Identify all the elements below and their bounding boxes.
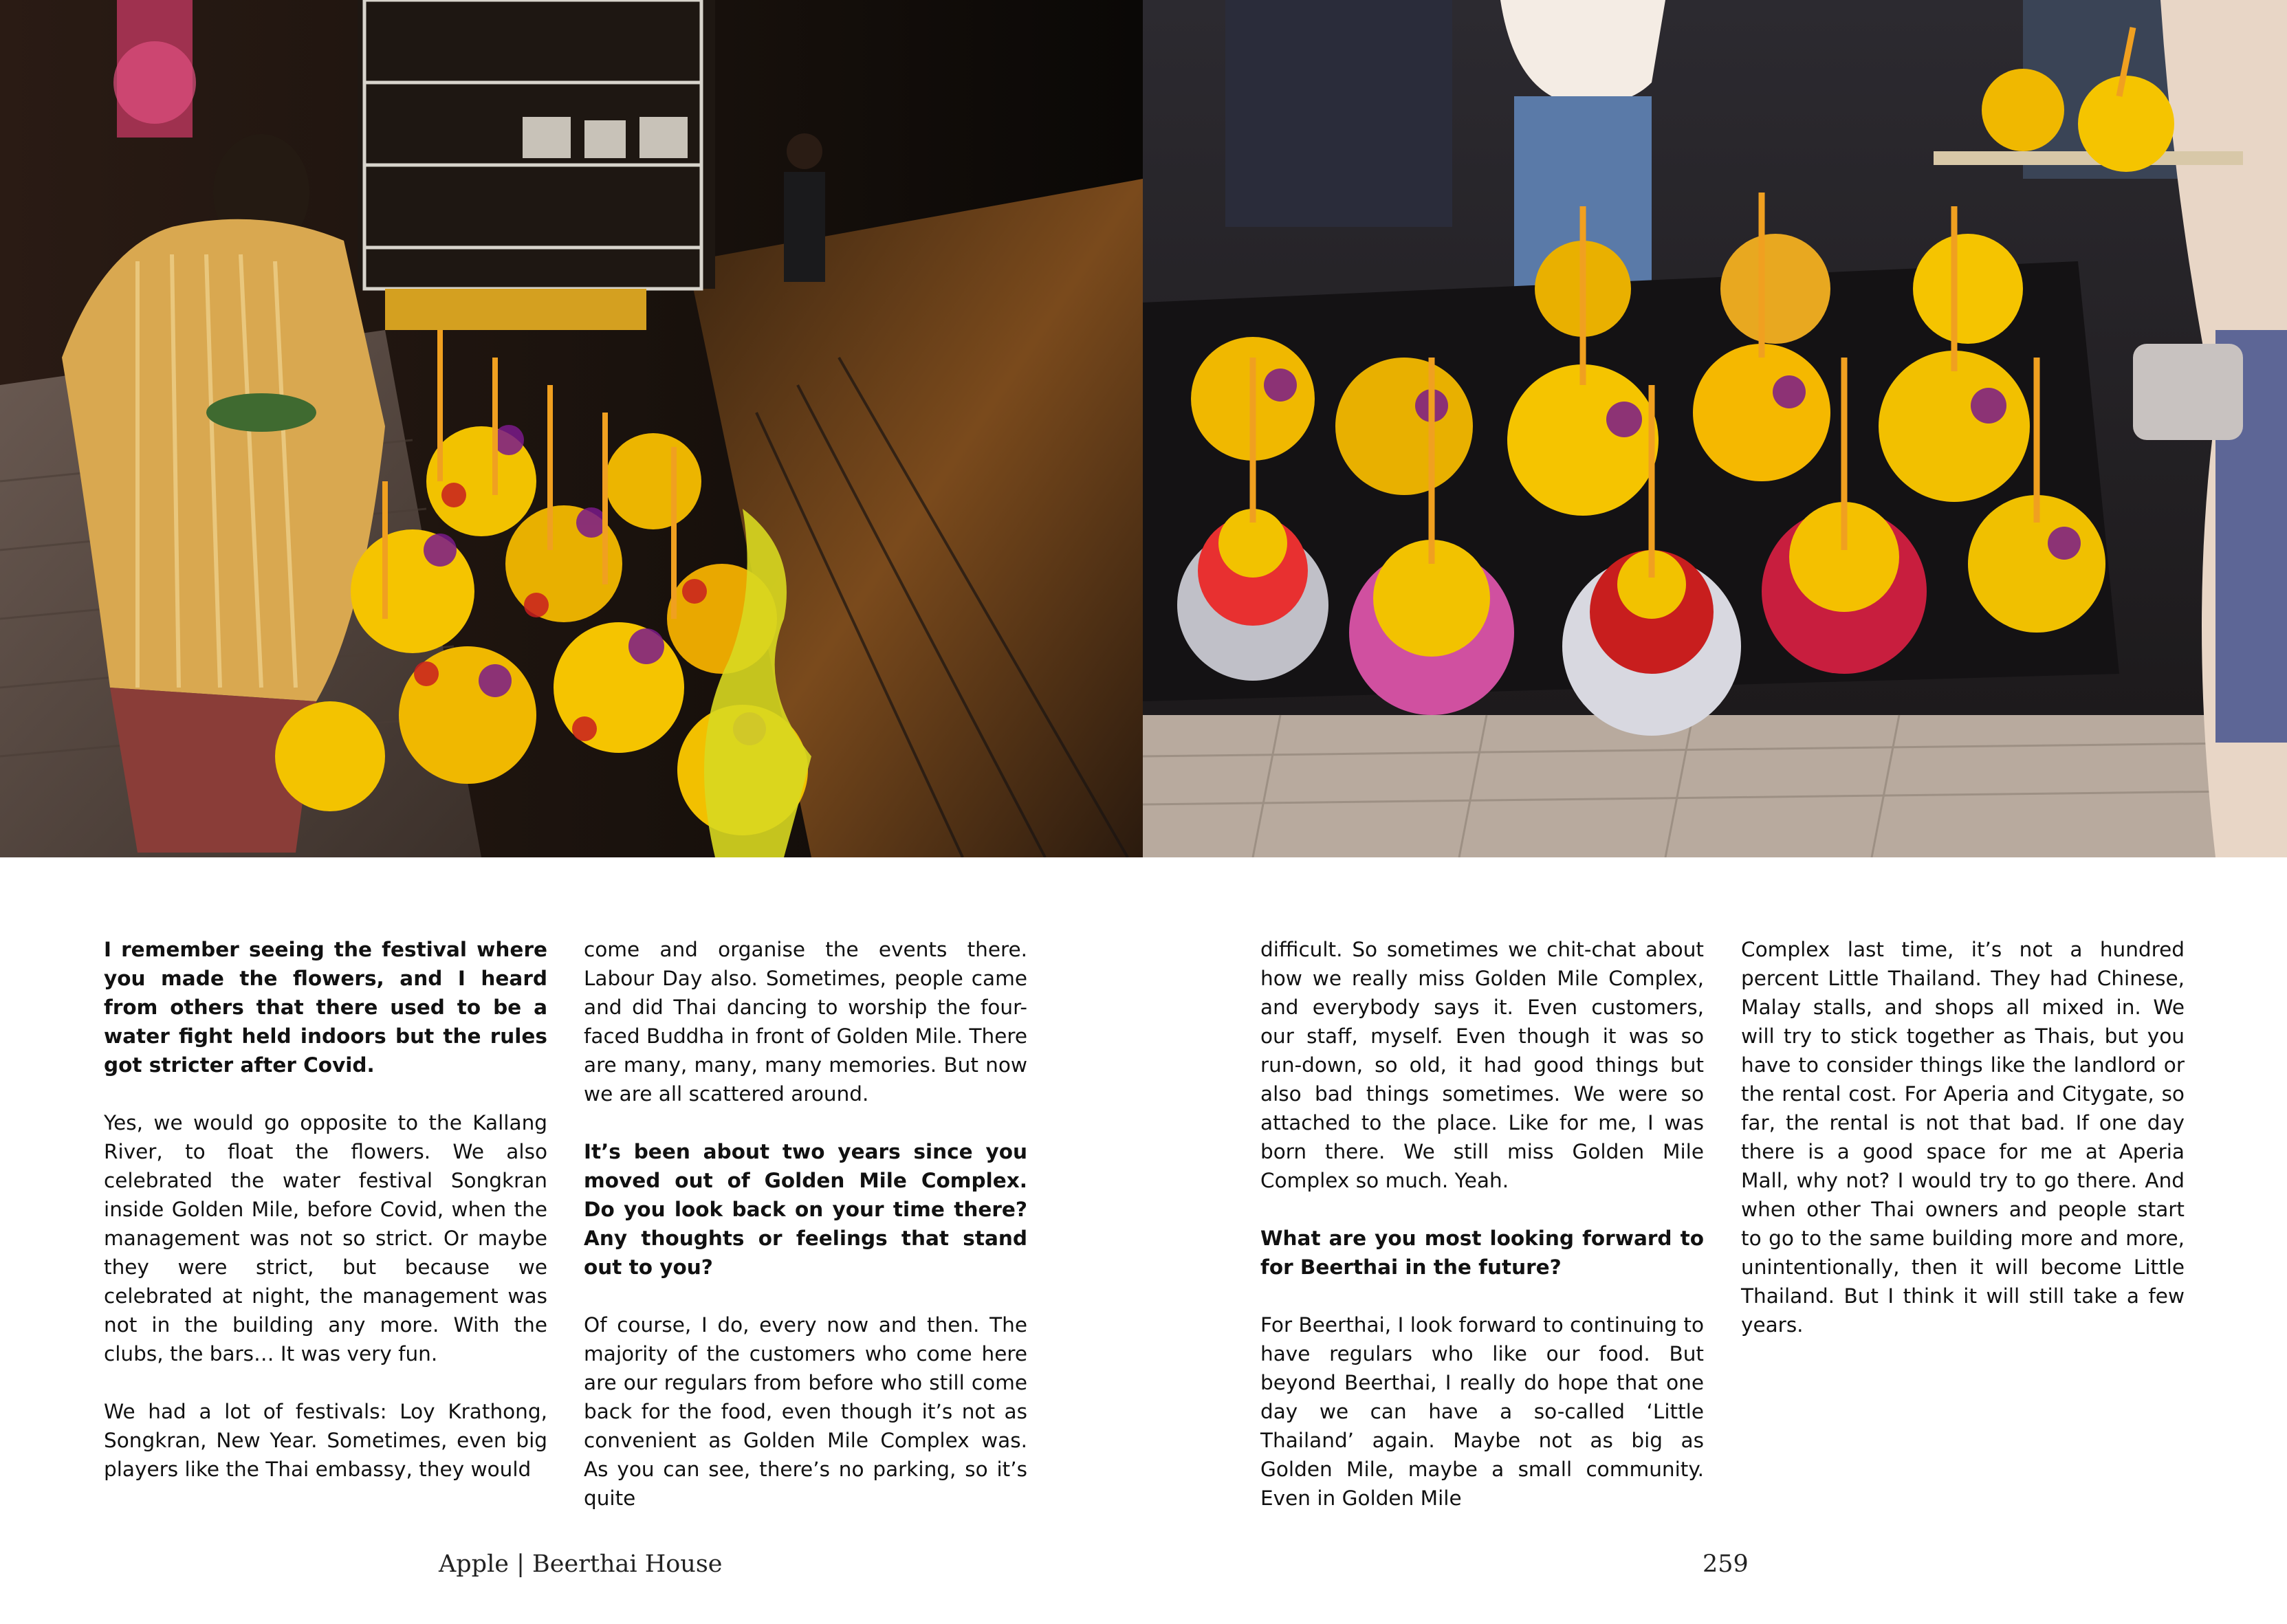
photo-right-krathong-table: [1143, 0, 2287, 857]
text-column-3: [1260, 935, 1704, 1541]
photo-left-krathong-stall: [0, 0, 1143, 857]
interview-answer: We had a lot of festivals: Loy Krathong, Songkran, New Year. Sometimes, even big players like the Thai embassy, they would: [104, 1400, 547, 1481]
photo-right-illustration: [1143, 0, 2287, 857]
text-column-4: [1741, 935, 2185, 1368]
interview-question: What are you most looking forward to for Beerthai in the future?: [1260, 1227, 1704, 1279]
interview-answer: Complex last time, it’s not a hundred percent Little Thailand. They had Chinese, Malay stalls, and shops all mixed in. We will try to stick together as Thais, but you have to consider things like the landlord or the rental cost. For Aperia and Citygate, so far, the rental is not that bad. If one day there is a good space for me at Aperia Mall, why not? I would try to go there. And when other Thai owners and people start to go to the same building more and more, unintentionally, then it will become Little Thailand. But I think it will still take a few years.: [1741, 938, 2185, 1337]
text-column-1: [104, 935, 547, 1513]
text-column-2: [584, 935, 1027, 1541]
interview-question: I remember seeing the festival where you made the flowers, and I heard from others that there used to be a water fight held indoors but the rules got stricter after Covid.: [104, 938, 547, 1077]
interview-answer: difficult. So sometimes we chit-chat about how we really miss Golden Mile Complex, and everybody says it. Even customers, our staff, myself. Even though it was so run-down, so old, it had good things but also bad things sometimes. We were so attached to the place. Like for me, I was born there. We still miss Golden Mile Complex so much. Yeah.: [1260, 938, 1704, 1192]
running-footer-title: Apple | Beerthai House: [439, 1550, 723, 1578]
interview-answer: Yes, we would go opposite to the Kallang River, to float the flowers. We also celebrated the water festival Songkran inside Golden Mile, before Covid, when the management was not so strict. Or maybe they were strict, but because we celebrated at night, the management was not in the building any more. With the clubs, the bars… It was very fun.: [104, 1111, 547, 1365]
interview-question: It’s been about two years since you moved out of Golden Mile Complex. Do you look back on your time there? Any thoughts or feelings that stand out to you?: [584, 1140, 1027, 1279]
page-number: 259: [1703, 1550, 1749, 1578]
photo-left-illustration: [0, 0, 1143, 857]
interview-answer: Of course, I do, every now and then. The majority of the customers who come here are our regulars from before who still come back for the food, even though it’s not as convenient as Golden Mile Complex was. As you can see, there’s no parking, so it’s quite: [584, 1313, 1027, 1510]
interview-answer: come and organise the events there. Labour Day also. Sometimes, people came and did Thai dancing to worship the four-faced Buddha in front of Golden Mile. There are many, many, many memories. But now we are all scattered around.: [584, 938, 1027, 1106]
interview-answer: For Beerthai, I look forward to continuing to have regulars who like our food. But beyond Beerthai, I really do hope that one day we can have a so-called ‘Little Thailand’ again. Maybe not as big as Golden Mile, maybe a small community. Even in Golden Mile: [1260, 1313, 1704, 1510]
